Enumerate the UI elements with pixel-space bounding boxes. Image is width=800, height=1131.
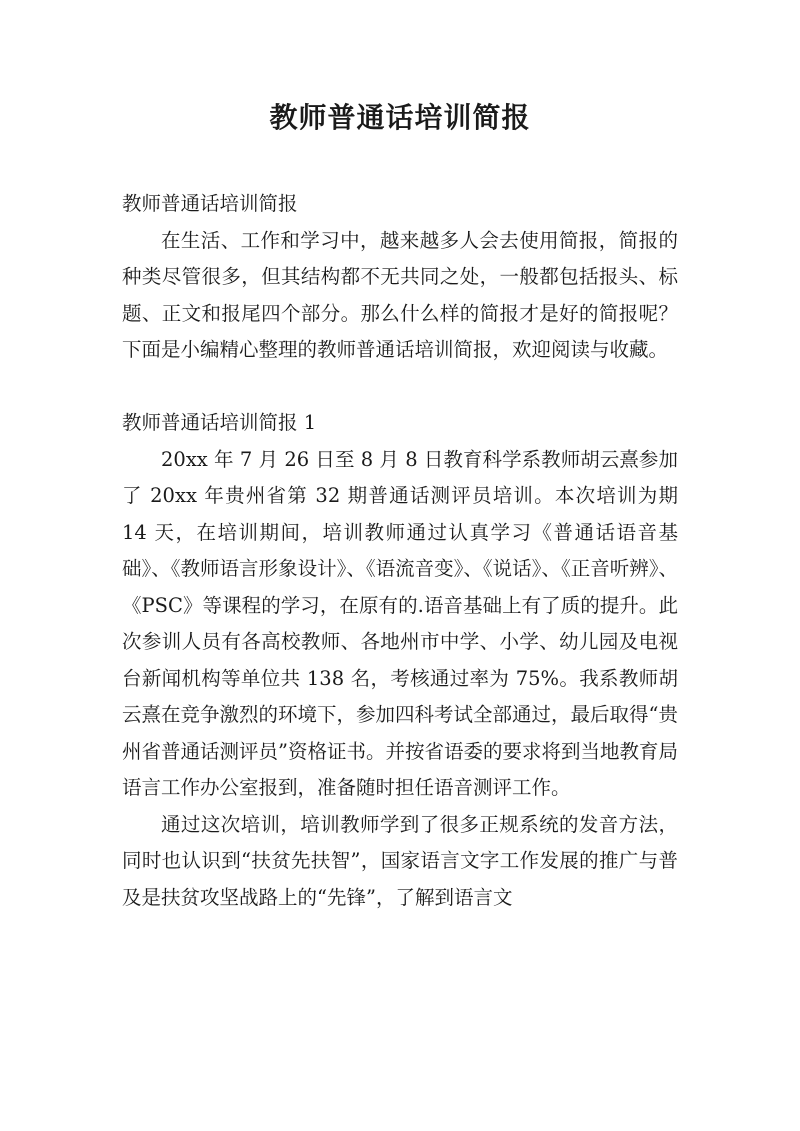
intro-paragraph: 在生活、工作和学习中，越来越多人会去使用简报，简报的种类尽管很多，但其结构都不无共同之处，一般都包括报头、标题、正文和报尾四个部分。那么什么样的简报才是好的简报呢？下面是小编精心整理的教师普通话培训简报，欢迎阅读与收藏。 (122, 228, 678, 361)
section1-paragraph-2: 通过这次培训，培训教师学到了很多正规系统的发音方法，同时也认识到“扶贫先扶智”，国家语言文字工作发展的推广与普及是扶贫攻坚战路上的“先锋”，了解到语言文 (122, 812, 678, 909)
section1-paragraph-1: 20xx 年 7 月 26 日至 8 月 8 日教育科学系教师胡云熹参加了 20xx 年贵州省第 32 期普通话测评员培训。本次培训为期 14 天，在培训期间，培训教师通过认真学习《普通话语音基础》、《教师语言形象设计》、《语流音变》、《说话》、《正音听辨》、《PSC》等课程的学习，在原有的.语音基础上有了质的提升。此次参训人员有各高校教师、各地州市中学、小学、幼儿园及电视台新闻机构等单位共 138 名，考核通过率为 75%。我系教师胡云熹在竞争激烈的环境下，参加四科考试全部通过，最后取得“贵州省普通话测评员”资格证书。并按省语委的要求将到当地教育局语言工作办公室报到，准备随时担任语音测评工作。 (122, 447, 678, 799)
section-spacer (122, 369, 678, 406)
section1-heading: 教师普通话培训简报 1 (122, 411, 317, 434)
intro-heading: 教师普通话培训简报 (122, 192, 298, 215)
document-body (122, 186, 678, 916)
document-title: 教师普通话培训简报 (269, 101, 531, 134)
